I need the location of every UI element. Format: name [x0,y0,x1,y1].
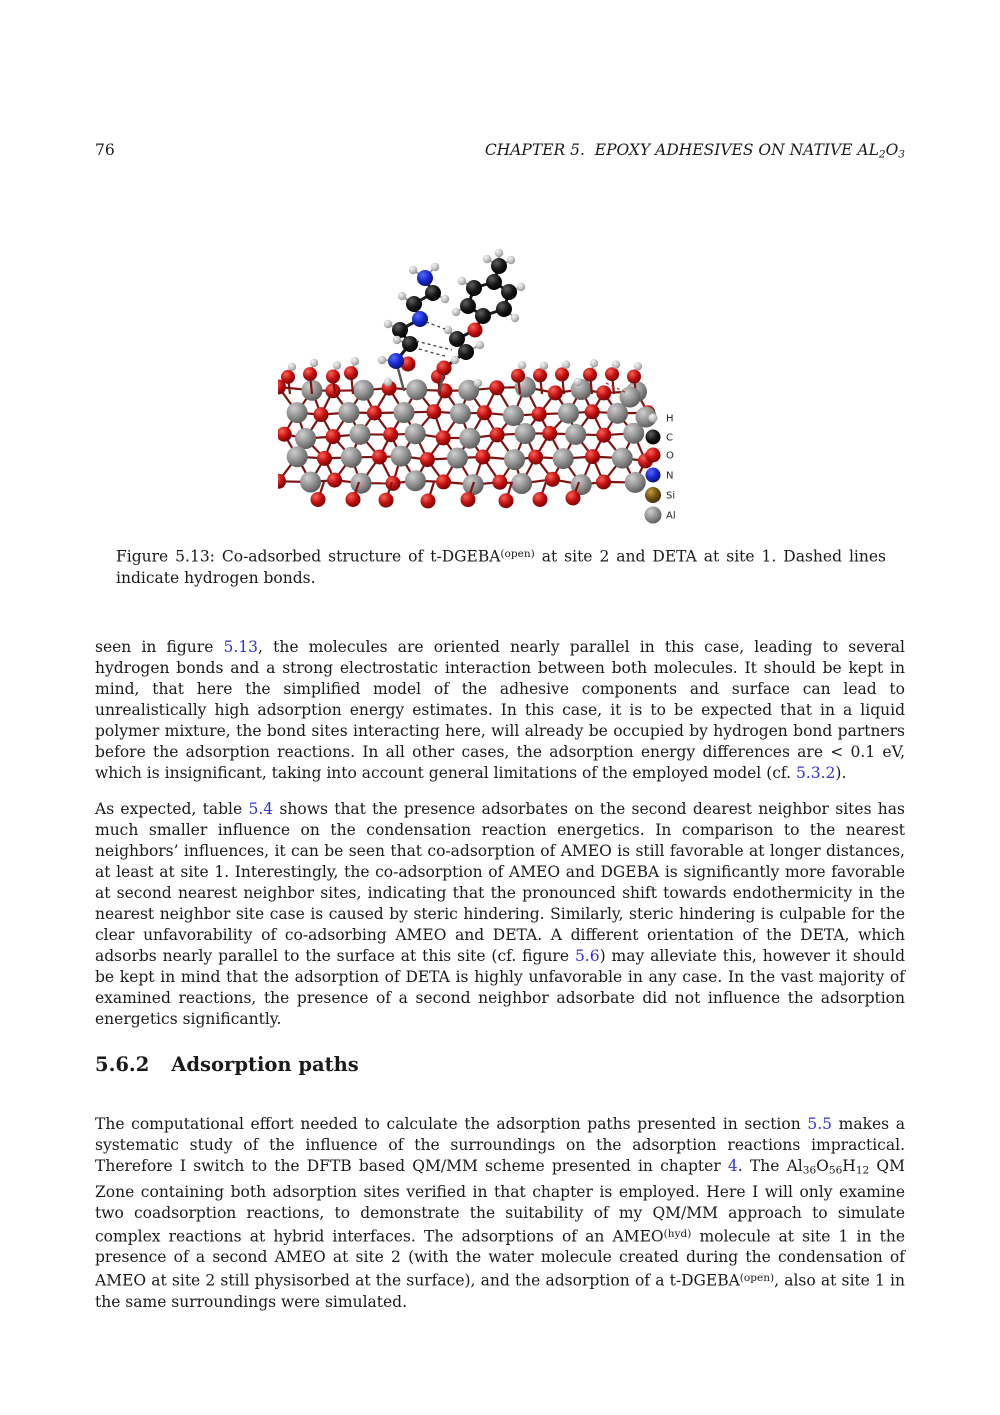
section-number: 5.6.2 [95,1053,150,1076]
cross-reference-link[interactable]: 5.6 [574,947,600,965]
figure-caption: Figure 5.13: Co-adsorbed structure of $t-DGEBA^{(open)}$ at site 2 and DETA at site 1. Dashed lines indicate hydrogen bonds. [116,547,886,587]
cross-reference-link[interactable]: 5.13 [223,638,259,656]
paragraph-3: The computational effort needed to calculate the adsorption paths presented in section 5.5 makes a systematic study of the influence of the surroundings on the adsorption reactions impractical. Therefore I switch to the DFTB based QM/MM scheme presented in chapter 4. The $Al_{36}O_{56}H_{12}$ QM Zone containing both adsorption sites verified in that chapter is employed. Here I will only examine two coadsorption reactions, to demonstrate the suitability of my QM/MM approach to simulate complex reactions at hybrid interfaces. The adsorptions of an $AMEO^{(hyd)}$ molecule at site 1 in the presence of a second AMEO at site 2 (with the water molecule created during the condensation of AMEO at site 2 still physisorbed at the surface), and the adsorption of a $t-DGEBA^{(open)}$, also at site 1 in the same surroundings were simulated. [95,1115,905,1312]
svg-text:N: N [666,470,674,482]
alumina-slab [278,357,657,509]
svg-text:C: C [666,432,673,444]
svg-text:O: O [666,450,674,462]
cross-reference-link[interactable]: 4 [727,1157,738,1175]
paragraph-1: seen in figure 5.13, the molecules are oriented nearly parallel in this case, leading to several hydrogen bonds and a strong electrostatic interaction between both molecules. It should be kept in mind, that here the simplified model of the adhesive components and surface can lead to unrealistically high adsorption energy estimates. In this case, it is to be expected that in a liquid polymer mixture, the bond sites interacting here, will already be occupied by hydrogen bond partners before the adsorption reactions. In all other cases, the adsorption energy differences are < 0.1 eV, which is insignificant, taking into account general limitations of the employed model (cf. 5.3.2). [95,638,905,782]
cross-reference-link[interactable]: 5.5 [807,1115,833,1133]
cross-reference-link[interactable]: 5.4 [248,800,274,818]
figure-5-13 [278,237,698,537]
molecular-structure-figure [278,237,698,537]
page-number: 76 [95,141,115,159]
running-header [95,141,905,161]
figure-legend [645,414,676,524]
svg-text:Al: Al [666,510,676,522]
svg-text:H: H [666,413,674,425]
section-title: Adsorption paths [171,1053,359,1076]
chapter-header: CHAPTER 5. EPOXY ADHESIVES ON NATIVE $AL_2O_3$ [484,141,905,161]
adsorbed-molecules [378,249,525,391]
cross-reference-link[interactable]: 5.3.2 [795,764,836,782]
paragraph-2: As expected, table 5.4 shows that the presence adsorbates on the second dearest neighbor sites has much smaller influence on the condensation reaction energetics. In comparison to the nearest neighbors’ influences, it can be seen that co-adsorption of AMEO is still favorable at longer distances, at least at site 1. Interestingly, the co-adsorption of AMEO and DGEBA is significantly more favorable at second nearest neighbor sites, indicating that the pronounced shift towards endothermicity in the nearest neighbor site case is caused by steric hindering. Similarly, steric hindering is culpable for the clear unfavorability of co-adsorbing AMEO and DETA. A different orientation of the DETA, which adsorbs nearly parallel to the surface at this site (cf. figure 5.6) may alleviate this, however it should be kept in mind that the adsorption of DETA is highly unfavorable in any case. In the vast majority of examined reactions, the presence of a second neighbor adsorbate did not influence the adsorption energetics significantly. [95,800,905,1028]
section-heading [95,1053,905,1076]
svg-text:Si: Si [666,490,676,502]
